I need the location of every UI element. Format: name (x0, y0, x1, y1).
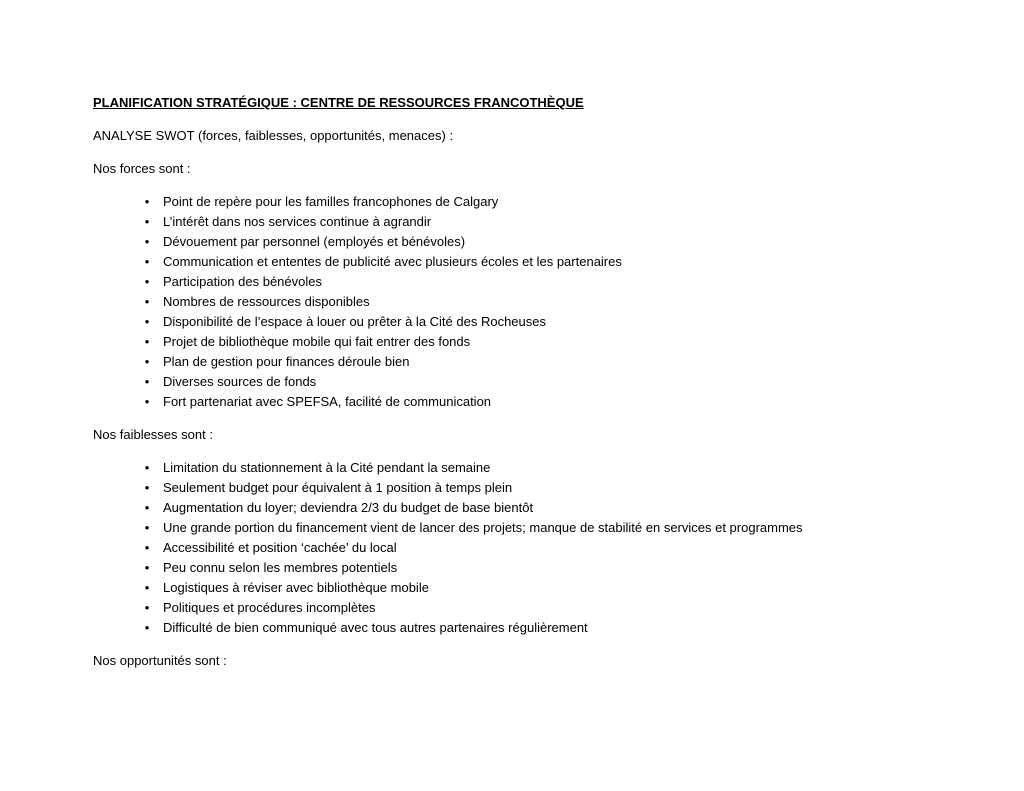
list-item-text: Projet de bibliothèque mobile qui fait entrer des fonds (163, 334, 471, 349)
list-item-text: Participation des bénévoles (163, 274, 322, 289)
list-item (93, 312, 973, 332)
list-item (93, 458, 973, 478)
list-item (93, 598, 973, 618)
bullet-icon: • (144, 394, 150, 409)
bullet-icon: • (144, 580, 150, 595)
list-item-text: Disponibilité de l’espace à louer ou prêter à la Cité des Rocheuses (163, 314, 546, 329)
list-item (93, 518, 973, 538)
list-item (93, 292, 973, 312)
bullet-icon: • (144, 254, 150, 269)
list-item (93, 352, 973, 372)
list-item (93, 332, 973, 352)
faiblesses-heading: Nos faiblesses sont : (93, 427, 213, 442)
opportunites-heading: Nos opportunités sont : (93, 653, 227, 668)
bullet-icon: • (144, 274, 150, 289)
list-item-text: Communication et ententes de publicité avec plusieurs écoles et les partenaires (163, 254, 622, 269)
document-title: PLANIFICATION STRATÉGIQUE : CENTRE DE RESSOURCES FRANCOTHÈQUE (93, 95, 584, 110)
list-item (93, 272, 973, 292)
list-item (93, 498, 973, 518)
swot-heading: ANALYSE SWOT (forces, faiblesses, opportunités, menaces) : (93, 128, 454, 143)
bullet-icon: • (144, 520, 150, 535)
bullet-icon: • (144, 334, 150, 349)
bullet-icon: • (144, 314, 150, 329)
bullet-icon: • (144, 460, 150, 475)
list-item (93, 578, 973, 598)
bullet-icon: • (144, 374, 150, 389)
list-item-text: Plan de gestion pour finances déroule bien (163, 354, 410, 369)
bullet-icon: • (144, 560, 150, 575)
bullet-icon: • (144, 194, 150, 209)
bullet-icon: • (144, 214, 150, 229)
list-item-text: Peu connu selon les membres potentiels (163, 560, 398, 575)
list-item (93, 392, 973, 412)
list-item-text: Fort partenariat avec SPEFSA, facilité de communication (163, 394, 492, 409)
forces-list (93, 192, 973, 412)
faiblesses-list (93, 458, 973, 638)
bullet-icon: • (144, 500, 150, 515)
list-item-text: Une grande portion du financement vient de lancer des projets; manque de stabilité en services et programmes (163, 520, 803, 535)
list-item-text: Seulement budget pour équivalent à 1 position à temps plein (163, 480, 513, 495)
list-item (93, 478, 973, 498)
list-item (93, 192, 973, 212)
list-item-text: Logistiques à réviser avec bibliothèque mobile (163, 580, 429, 595)
list-item (93, 538, 973, 558)
list-item-text: Augmentation du loyer; deviendra 2/3 du budget de base bientôt (163, 500, 534, 515)
list-item-text: L’intérêt dans nos services continue à agrandir (163, 214, 432, 229)
list-item (93, 372, 973, 392)
bullet-icon: • (144, 540, 150, 555)
list-item-text: Diverses sources de fonds (163, 374, 317, 389)
list-item-text: Nombres de ressources disponibles (163, 294, 370, 309)
forces-heading: Nos forces sont : (93, 161, 191, 176)
bullet-icon: • (144, 480, 150, 495)
list-item (93, 212, 973, 232)
bullet-icon: • (144, 600, 150, 615)
bullet-icon: • (144, 234, 150, 249)
list-item (93, 618, 973, 638)
list-item-text: Difficulté de bien communiqué avec tous autres partenaires régulièrement (163, 620, 588, 635)
list-item-text: Accessibilité et position ‘cachée’ du local (163, 540, 397, 555)
list-item-text: Politiques et procédures incomplètes (163, 600, 376, 615)
list-item (93, 232, 973, 252)
list-item-text: Limitation du stationnement à la Cité pendant la semaine (163, 460, 491, 475)
document-body (93, 93, 973, 671)
swot-sections (93, 159, 973, 671)
list-item-text: Point de repère pour les familles francophones de Calgary (163, 194, 499, 209)
list-item (93, 558, 973, 578)
bullet-icon: • (144, 294, 150, 309)
list-item-text: Dévouement par personnel (employés et bénévoles) (163, 234, 466, 249)
bullet-icon: • (144, 354, 150, 369)
list-item (93, 252, 973, 272)
bullet-icon: • (144, 620, 150, 635)
